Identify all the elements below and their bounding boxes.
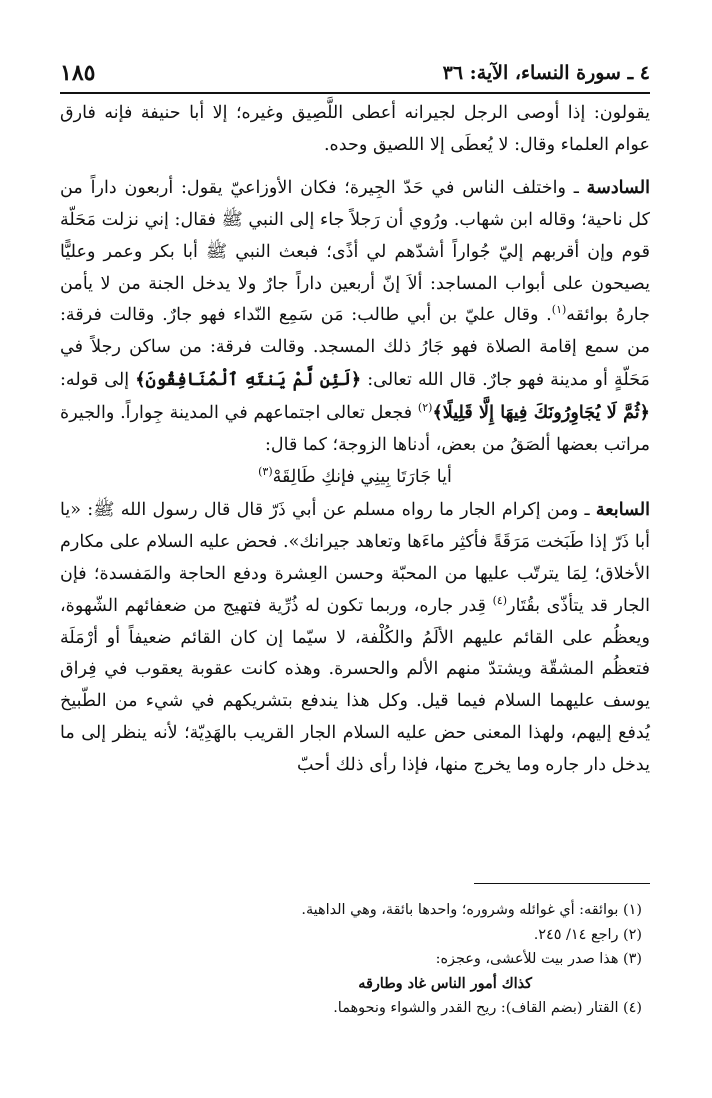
text-segment: ـ واختلف الناس في حَدّ الجِيرة؛ فكان الأوزاعيّ يقول: أربعون داراً من كل ناحية؛ وقاله ابن شهاب. ورُوي أن رَجلاً جاء إلى النبي ﷺ فقال: إني نزلت مَحَلّة قوم وإن أقربهم إليّ جُواراً أشدّهم لي أذًى؛ فبعث النبي ﷺ أبا بكر وعمر وعليًّا يصيحون على أبواب المساجد: ألاَ إنّ أربعين داراً جارٌ ولا يدخل الجنة من لا يأمن جارهُ بوائقه [60, 177, 650, 326]
text-segment: فجعل تعالى اجتماعهم في المدينة جِواراً. والجيرة مراتب بعضها ألصَقُ من بعض، أدناها الزوجة؛ كما قال: [60, 403, 650, 456]
text-segment: قِدر جاره، وربما تكون له ذُرِّية فتهيج من ضعفائهم الشّهوة، ويعظُم على القائم عليهم الألَمُ والكُلْفة، لا سيّما إن كان القائم ضعيفاً أو أرْمَلَة فتعظُم المشقّة ويشتدّ منهم الألم والحسرة. وهذه كانت عقوبة يعقوب في فِراق يوسف عليهما السلام فيما قيل. وكل هذا يندفع بتشريكهم في شيء من الطّبيخ يُدفع إليهم، ولهذا المعنى حض عليه السلام الجار القريب بالهَدِيّة؛ لأنه ينظر إلى ما يدخل دار جاره وما يخرج منها، فإذا رأى ذلك أحبّ [60, 595, 650, 776]
quran-quote: ﴿ثُمَّ لَا يُجَاوِرُونَكَ فِيهَا إِلَّا قَلِيلًا﴾ [432, 402, 650, 424]
main-text [60, 98, 650, 782]
quran-quote: ﴿لَئِن لَّمْ يَنتَهِ ٱلْمُنَافِقُونَ﴾ [135, 369, 362, 391]
footnote-1: (١) بوائقه: أي غوائله وشروره؛ واحدها بائقة، وهي الداهية. [301, 902, 642, 918]
paragraph-seventh [60, 494, 650, 782]
text-segment: إلى قوله: [60, 370, 136, 391]
footnotes [60, 898, 642, 1021]
footnote-3-verse: كذاك أمور الناس غاد وطارقه [358, 974, 532, 992]
section-lead-sixth: السادسة [586, 176, 650, 198]
poetry-verse [60, 462, 650, 494]
footnote-ref-4: (٤) [492, 593, 508, 607]
verse-text: أيا جَارَتَا بِينِي فإنكِ طَالِقَهْ [272, 466, 452, 487]
footnote-2: (٢) راجع ١٤/ ٢٤٥. [533, 926, 642, 943]
paragraph-1: يقولون: إذا أوصى الرجل لجيرانه أعطى اللَّصِيق وغيره؛ إلا أبا حنيفة فإنه فارق عوام العلماء وقال: لا يُعطَى إلا اللصيق وحده. [60, 103, 650, 155]
text-segment: . وقال عليّ بن أبي طالب: مَن سَمِع النّداء فهو جارٌ. وقالت فرقة: من سمع إقامة الصلاة فهو جَارُ ذلك المسجد. وقالت فرقة: من ساكن رجلاً في مَحَلّةٍ أو مدينة فهو جارٌ. قال الله تعالى: [60, 305, 650, 391]
footnote-3: (٣) هذا صدر بيت للأعشى، وعجزه: [435, 951, 642, 967]
section-lead-seventh: السابعة [595, 498, 650, 520]
footnote-ref-3: (٣) [258, 465, 273, 479]
running-header [60, 58, 650, 88]
surah-title: ٤ ـ سورة النساء، الآية: ٣٦ [442, 62, 650, 84]
text-segment: ـ ومن إكرام الجار ما رواه مسلم عن أبي ذَرّ قال قال رسول الله ﷺ: «يا أبا ذَرّ إذا طَبَخت مَرَقَةً فأكثِر ماءَها وتعاهد جيرانك». فحض عليه السلام على مكارم الأخلاق؛ لِمَا يترتّب عليها من المحبّة وحسن العِشرة ودفع الحاجة والمَفسدة؛ فإن الجار قد يتأذّى بقُتَار [60, 499, 650, 616]
footnote-ref-2: (٢) [417, 401, 433, 415]
paragraph-sixth [60, 172, 650, 462]
header-rule [60, 92, 650, 94]
footnote-rule [474, 883, 650, 884]
footnote-4: (٤) القتار (بضم القاف): ريح القدر والشواء ونحوهما. [333, 1000, 642, 1016]
footnote-ref-1: (١) [551, 303, 567, 317]
page-number: ١٨٥ [60, 60, 96, 86]
